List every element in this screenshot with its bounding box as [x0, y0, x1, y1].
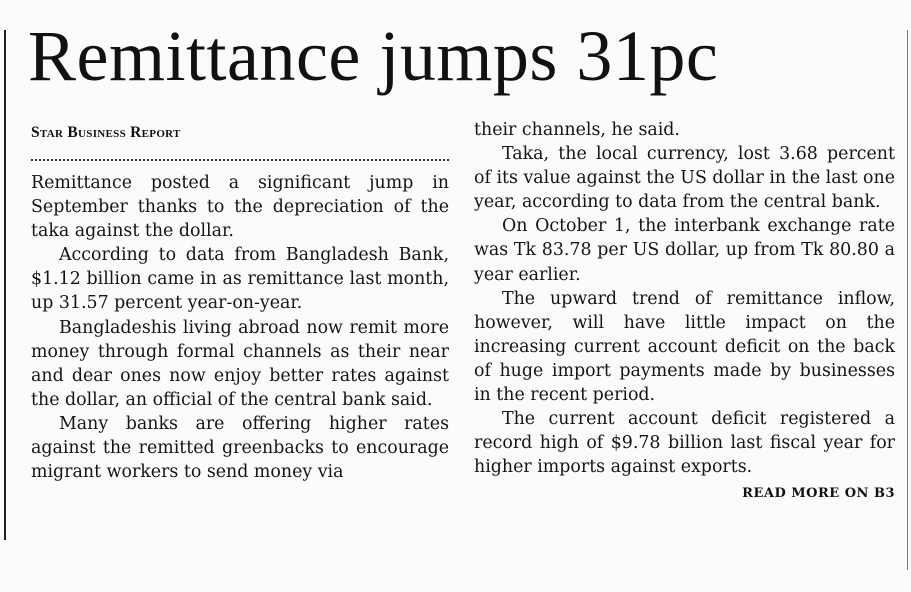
- headline: Remittance jumps 31pc: [28, 16, 719, 96]
- read-more-link[interactable]: READ MORE ON B3: [742, 486, 895, 502]
- paragraph-4: Many banks are offering higher rates against the remitted greenbacks to encourage migrant workers to send money via: [31, 413, 449, 483]
- right-column: [474, 118, 895, 506]
- paragraph-2: According to data from Bangladesh Bank, $1.12 billion came in as remittance last month, up 31.57 percent year-on-year.: [31, 245, 449, 314]
- paragraph-5: Taka, the local currency, lost 3.68 percent of its value against the US dollar in the last one year, according to data from the central bank.: [474, 144, 895, 213]
- paragraph-3: Bangladeshis living abroad now remit more money through formal channels as their near and dear ones now enjoy better rates against the dollar, an official of the central bank said.: [31, 317, 449, 410]
- byline: Star Business Report: [31, 124, 181, 141]
- left-column: [31, 118, 449, 484]
- left-column-rule: [4, 30, 6, 540]
- right-edge-rule: [907, 30, 908, 570]
- paragraph-1: Remittance posted a significant jump in September thanks to the depreciation of the taka against the dollar.: [31, 173, 449, 242]
- paragraph-4-continued: their channels, he said.: [474, 120, 680, 140]
- dotted-divider: [31, 159, 449, 163]
- paragraph-6: On October 1, the interbank exchange rate was Tk 83.78 per US dollar, up from Tk 80.80 a year earlier.: [474, 216, 895, 285]
- paragraph-8: The current account deficit registered a record high of $9.78 billion last fiscal year for higher imports against exports.: [474, 409, 895, 478]
- paragraph-7: The upward trend of remittance inflow, however, will have little impact on the increasing current account deficit on the back of huge import payments made by businesses in the recent period.: [474, 288, 895, 406]
